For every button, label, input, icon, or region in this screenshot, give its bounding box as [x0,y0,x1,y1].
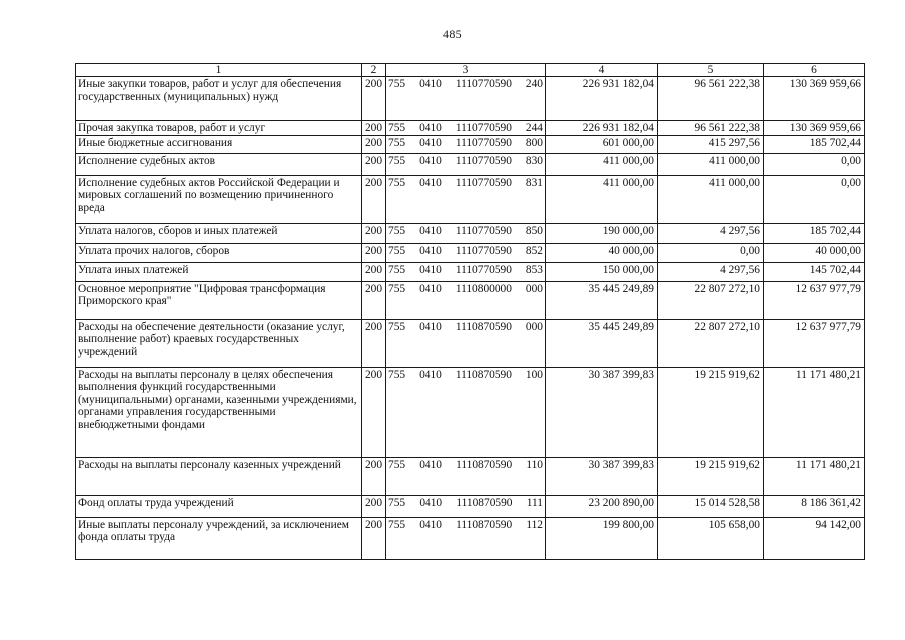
code-expense-type: 852 [525,244,543,257]
row-value-col4: 35 445 249,89 [546,319,658,367]
row-code-admin: 200 [362,121,386,136]
row-code-admin: 200 [362,517,386,559]
header-col-1: 1 [76,64,362,77]
code-group [388,283,543,296]
row-name: Расходы на выплаты персоналу казенных учреждений [76,457,362,495]
code-section: 0410 [419,458,442,471]
row-value-col5: 19 215 919,62 [658,457,764,495]
row-code-admin: 200 [362,367,386,457]
row-code-admin: 200 [362,281,386,319]
page-number: 485 [443,27,462,41]
row-code [386,457,546,495]
table-row [76,243,865,262]
row-name: Иные выплаты персоналу учреждений, за исключением фонда оплаты труда [76,517,362,559]
row-name: Уплата налогов, сборов и иных платежей [76,223,362,243]
code-group [388,519,543,532]
code-expense-type: 831 [525,176,543,189]
row-name: Прочая закупка товаров, работ и услуг [76,121,362,136]
header-col-4: 4 [546,64,658,77]
row-value-col5: 15 014 528,58 [658,495,764,517]
row-code-admin: 200 [362,319,386,367]
row-value-col5: 415 297,56 [658,135,764,153]
code-grbs: 755 [388,78,406,90]
table-row [76,495,865,517]
code-section: 0410 [419,176,442,189]
code-section: 0410 [419,282,442,295]
table-row [76,153,865,175]
code-expense-type: 100 [525,368,543,381]
row-code-admin: 200 [362,262,386,281]
row-value-col4: 35 445 249,89 [546,281,658,319]
code-group [388,78,543,91]
code-expense-type: 850 [525,224,543,237]
header-col-6: 6 [764,64,865,77]
row-value-col6: 130 369 959,66 [764,77,865,121]
row-code-admin: 200 [362,175,386,223]
row-value-col5: 0,00 [658,243,764,262]
table-row [76,517,865,559]
row-value-col6: 0,00 [764,175,865,223]
budget-table [75,63,865,560]
code-grbs: 755 [388,154,406,167]
row-name: Исполнение судебных актов [76,153,362,175]
row-value-col5: 411 000,00 [658,153,764,175]
code-section: 0410 [419,224,442,237]
row-code-admin: 200 [362,243,386,262]
code-grbs: 755 [388,496,406,509]
code-section: 0410 [419,496,443,509]
row-value-col4: 190 000,00 [546,223,658,243]
code-expense-type: 240 [525,78,543,90]
code-section: 0410 [419,263,442,276]
code-section: 0410 [419,122,442,134]
row-value-col5: 4 297,56 [658,223,764,243]
code-grbs: 755 [388,282,406,295]
row-value-col4: 601 000,00 [546,135,658,153]
row-value-col4: 226 931 182,04 [546,77,658,121]
code-section: 0410 [419,320,442,333]
code-group [388,497,543,510]
row-value-col5: 19 215 919,62 [658,367,764,457]
row-name: Исполнение судебных актов Российской Федерации и мировых соглашений по возмещению причиненного вреда [76,175,362,223]
header-col-2: 2 [362,64,386,77]
header-col-5: 5 [658,64,764,77]
code-target-article: 1110870590 [456,496,513,509]
code-grbs: 755 [388,224,406,237]
row-code-admin: 200 [362,135,386,153]
table-row [76,175,865,223]
row-value-col4: 23 200 890,00 [546,495,658,517]
code-group [388,245,543,258]
row-value-col6: 8 186 361,42 [764,495,865,517]
row-code [386,135,546,153]
code-group [388,264,543,277]
row-code [386,121,546,136]
code-target-article: 1110870590 [455,368,512,381]
code-expense-type: 000 [525,320,543,333]
row-code [386,367,546,457]
row-value-col6: 11 171 480,21 [764,367,865,457]
row-value-col4: 150 000,00 [546,262,658,281]
code-expense-type: 800 [525,136,543,149]
code-group [388,459,543,472]
code-grbs: 755 [388,263,406,276]
row-code [386,281,546,319]
code-grbs: 755 [388,136,406,149]
header-col-3: 3 [386,64,546,77]
row-value-col4: 411 000,00 [546,153,658,175]
code-group [388,321,543,334]
row-name: Основное мероприятие "Цифровая трансформация Приморского края" [76,281,362,319]
row-name: Фонд оплаты труда учреждений [76,495,362,517]
row-value-col6: 185 702,44 [764,223,865,243]
code-group [388,225,543,238]
code-group [388,155,543,168]
row-code [386,223,546,243]
code-grbs: 755 [388,122,406,134]
code-target-article: 1110770590 [455,176,512,189]
row-value-col5: 22 807 272,10 [658,281,764,319]
row-value-col5: 4 297,56 [658,262,764,281]
row-value-col4: 411 000,00 [546,175,658,223]
row-value-col5: 411 000,00 [658,175,764,223]
row-code [386,77,546,121]
code-group [388,137,543,150]
row-value-col6: 130 369 959,66 [764,121,865,136]
row-code [386,319,546,367]
table-row [76,77,865,121]
row-name: Иные закупки товаров, работ и услуг для обеспечения государственных (муниципальных) нужд [76,77,362,121]
code-grbs: 755 [388,518,406,531]
row-code-admin: 200 [362,495,386,517]
code-section: 0410 [419,368,442,381]
row-code [386,517,546,559]
code-target-article: 1110770590 [455,244,512,257]
row-value-col6: 11 171 480,21 [764,457,865,495]
table-row [76,121,865,136]
code-grbs: 755 [388,458,406,471]
row-value-col4: 226 931 182,04 [546,121,658,136]
row-code [386,153,546,175]
code-target-article: 1110870590 [456,458,513,471]
table-row [76,457,865,495]
row-value-col6: 12 637 977,79 [764,281,865,319]
table-row [76,367,865,457]
header-row [76,64,865,77]
table-row [76,223,865,243]
row-value-col5: 96 561 222,38 [658,121,764,136]
code-target-article: 1110800000 [455,282,512,295]
code-group [388,177,543,190]
row-value-col6: 12 637 977,79 [764,319,865,367]
row-value-col5: 105 658,00 [658,517,764,559]
row-code-admin: 200 [362,457,386,495]
code-section: 0410 [419,518,442,531]
row-value-col4: 30 387 399,83 [546,367,658,457]
code-group [388,122,543,135]
table-row [76,135,865,153]
row-name: Расходы на выплаты персоналу в целях обеспечения выполнения функций государственными (муниципальными) органами, казенными учреждениями, органами управления государственными внебюджетными фондами [76,367,362,457]
row-value-col5: 22 807 272,10 [658,319,764,367]
code-expense-type: 000 [525,282,543,295]
table-body [76,64,865,560]
code-expense-type: 830 [525,154,543,167]
code-expense-type: 111 [526,496,543,509]
row-name: Иные бюджетные ассигнования [76,135,362,153]
code-target-article: 1110770590 [455,78,512,90]
row-value-col6: 145 702,44 [764,262,865,281]
code-target-article: 1110870590 [455,320,512,333]
row-value-col6: 0,00 [764,153,865,175]
code-section: 0410 [419,136,442,149]
row-code [386,175,546,223]
code-expense-type: 853 [525,263,543,276]
row-code [386,243,546,262]
code-grbs: 755 [388,368,406,381]
code-section: 0410 [419,78,442,90]
code-target-article: 1110770590 [455,154,512,167]
row-code [386,495,546,517]
code-target-article: 1110770590 [455,122,512,134]
row-code [386,262,546,281]
code-target-article: 1110770590 [455,263,512,276]
row-value-col6: 185 702,44 [764,135,865,153]
code-group [388,369,543,382]
code-expense-type: 112 [526,518,543,531]
table-row [76,262,865,281]
row-name: Уплата иных платежей [76,262,362,281]
code-section: 0410 [419,244,442,257]
row-value-col6: 94 142,00 [764,517,865,559]
row-value-col4: 199 800,00 [546,517,658,559]
code-target-article: 1110770590 [455,224,512,237]
row-value-col5: 96 561 222,38 [658,77,764,121]
code-target-article: 1110770590 [455,136,512,149]
code-grbs: 755 [388,320,406,333]
table-row [76,319,865,367]
row-name: Расходы на обеспечение деятельности (оказание услуг, выполнение работ) краевых государственных учреждений [76,319,362,367]
table-row [76,281,865,319]
row-code-admin: 200 [362,153,386,175]
row-value-col6: 40 000,00 [764,243,865,262]
row-name: Уплата прочих налогов, сборов [76,243,362,262]
row-value-col4: 40 000,00 [546,243,658,262]
code-grbs: 755 [388,244,406,257]
row-code-admin: 200 [362,77,386,121]
code-section: 0410 [419,154,442,167]
code-expense-type: 244 [525,122,543,134]
code-grbs: 755 [388,176,406,189]
code-target-article: 1110870590 [456,518,513,531]
code-expense-type: 110 [526,458,543,471]
row-code-admin: 200 [362,223,386,243]
row-value-col4: 30 387 399,83 [546,457,658,495]
